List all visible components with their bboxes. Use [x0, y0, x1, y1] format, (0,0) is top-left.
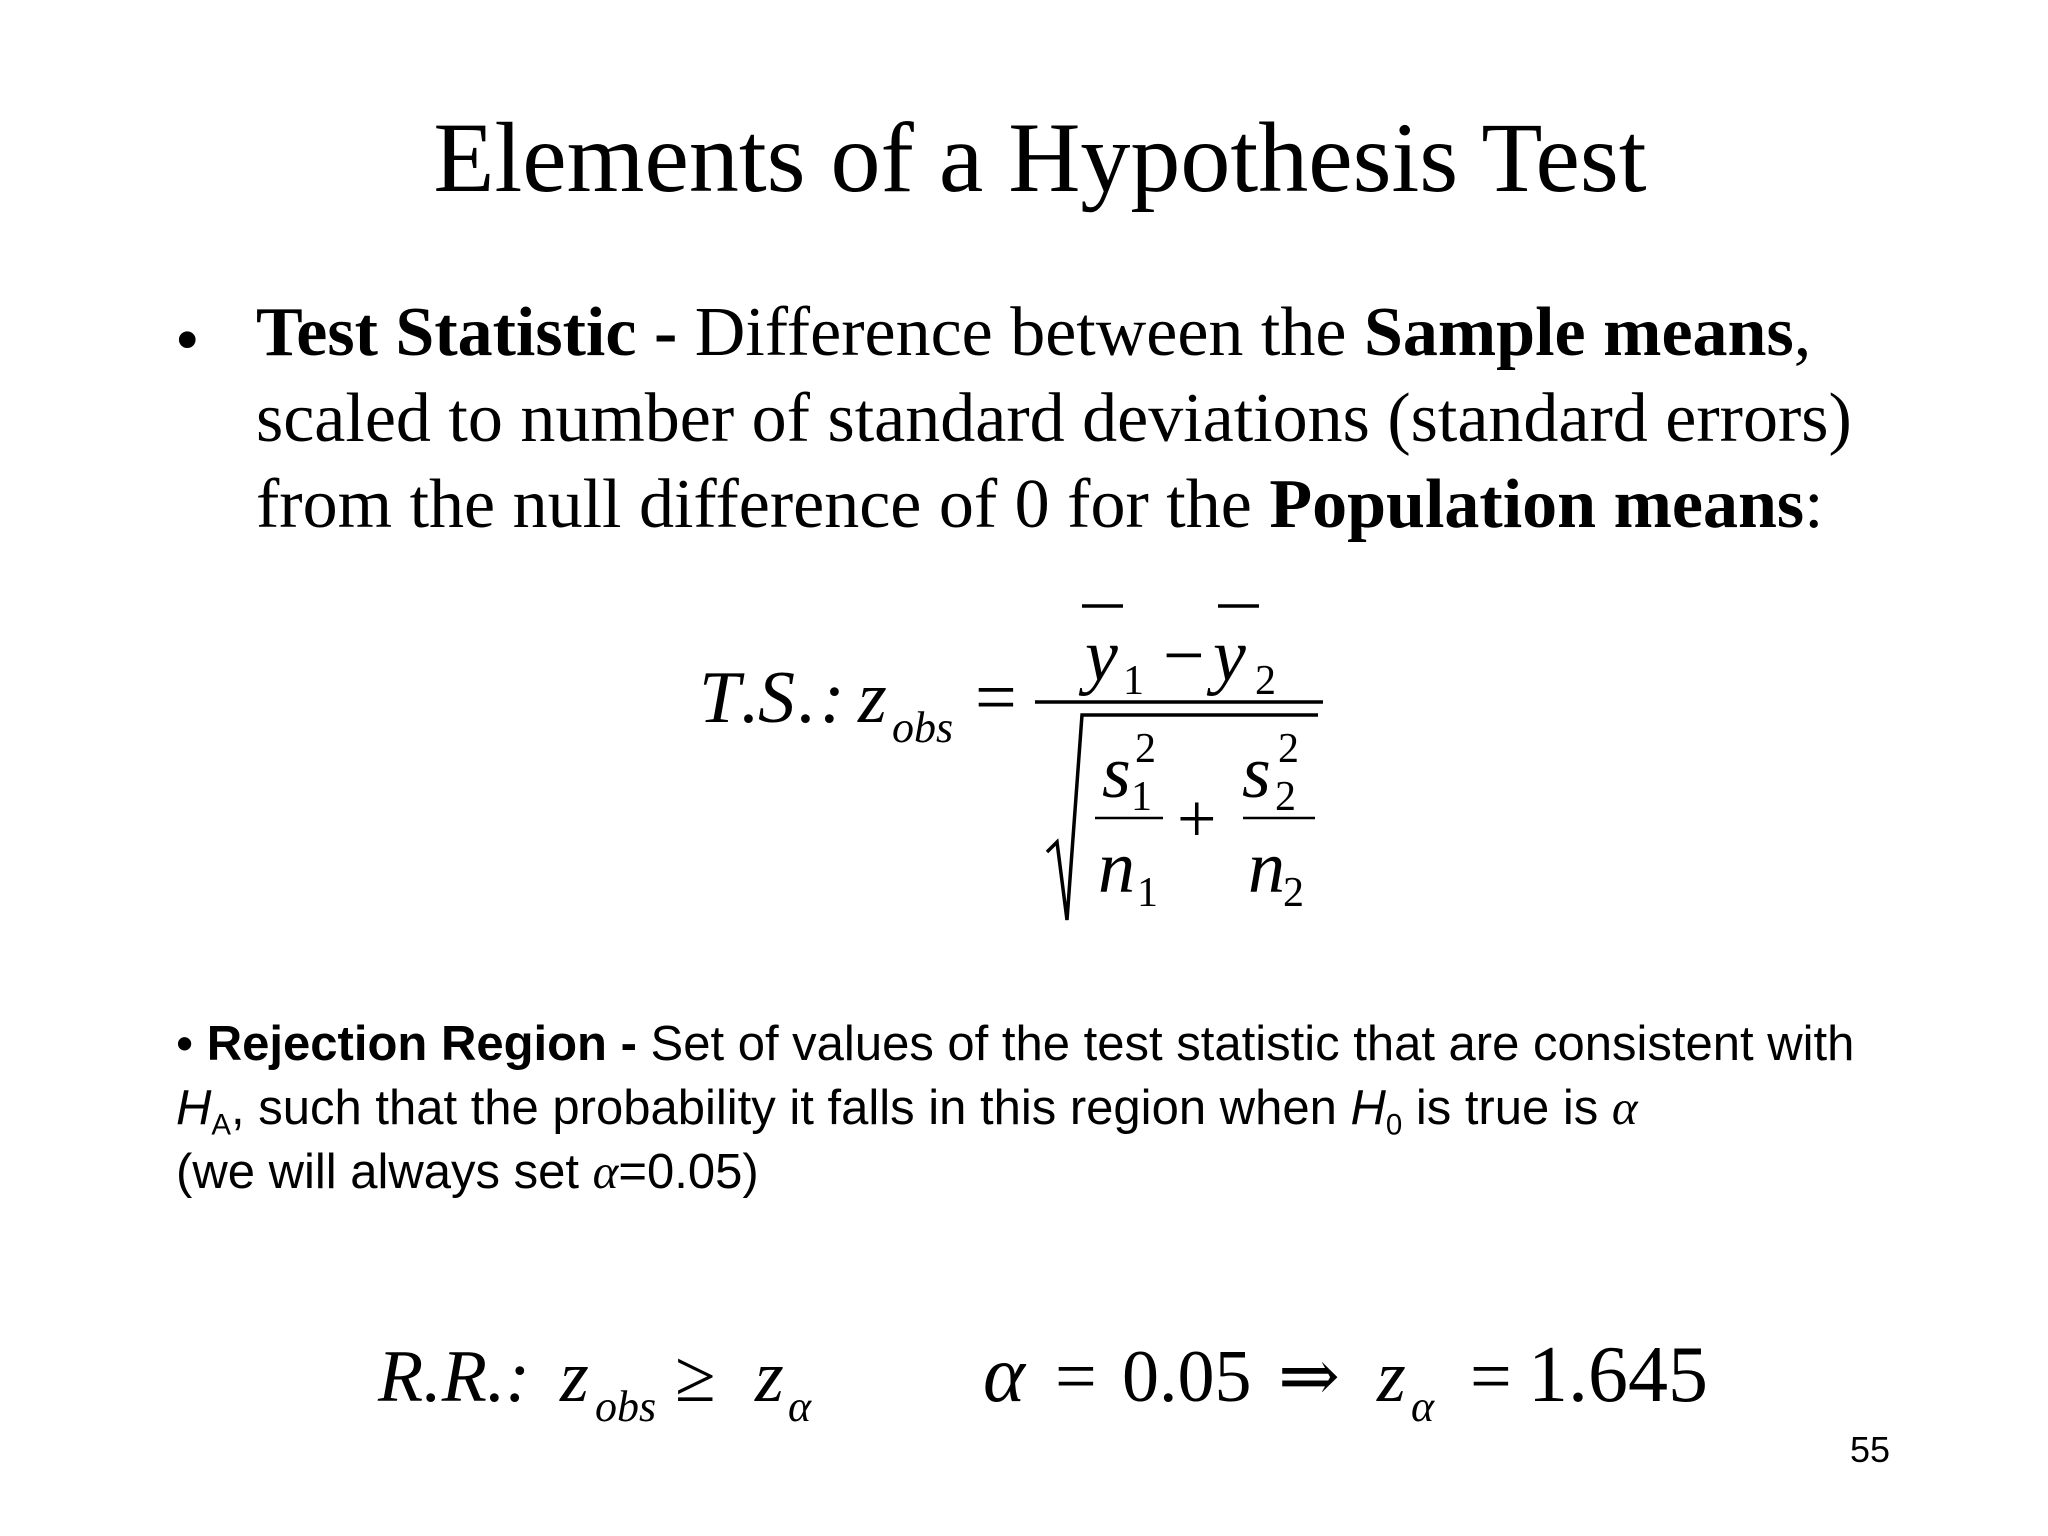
- formula-subscript: obs: [595, 1382, 657, 1431]
- rejection-region-paragraph: [176, 1012, 1876, 1204]
- page-number: 55: [1849, 1429, 1891, 1470]
- bullet-marker: •: [176, 1017, 194, 1071]
- test-statistic-text: , scaled to number of standard deviations (standard errors) from the null difference of 0 for the: [256, 294, 1852, 543]
- formula-symbol: z: [755, 1336, 784, 1418]
- formula-symbol: z: [1377, 1336, 1406, 1418]
- rejection-region-text: (we will always set: [176, 1145, 593, 1199]
- formula-operator: ⇒: [1278, 1336, 1341, 1418]
- test-statistic-paragraph: [256, 290, 1896, 548]
- test-statistic-formula: [690, 580, 1350, 940]
- formula-subscript: 1: [1137, 870, 1158, 916]
- formula-symbol: R.R.:: [378, 1336, 531, 1418]
- formula-symbol: :: [820, 657, 845, 739]
- population-means-term: Population means: [1269, 466, 1805, 543]
- formula-operator: −: [1163, 615, 1205, 697]
- formula-operator: =: [975, 657, 1017, 739]
- hypothesis-symbol: H: [1350, 1081, 1386, 1135]
- hypothesis-symbol: H: [176, 1081, 212, 1135]
- test-statistic-term: Test Statistic -: [256, 294, 678, 371]
- formula-symbol: α: [983, 1331, 1025, 1419]
- formula-subscript: 1: [1131, 774, 1152, 820]
- test-statistic-text: :: [1804, 466, 1824, 543]
- formula-symbol: n: [1098, 827, 1135, 909]
- formula-subscript: 2: [1275, 774, 1296, 820]
- formula-symbol: S: [758, 657, 795, 739]
- hypothesis-subscript: 0: [1385, 1108, 1403, 1142]
- formula-symbol: z: [560, 1336, 589, 1418]
- rejection-region-text: , such that the probability it falls in this region when: [231, 1081, 1351, 1135]
- test-statistic-text: Difference between the: [677, 294, 1364, 371]
- formula-value: 0.05: [1122, 1336, 1252, 1418]
- rejection-region-formula: [370, 1325, 1770, 1445]
- formula-operator: =: [1470, 1336, 1512, 1418]
- formula-symbol: y: [1085, 615, 1118, 697]
- rejection-region-text: =0.05): [618, 1145, 759, 1199]
- formula-symbol: .: [798, 657, 817, 739]
- sample-means-term: Sample means: [1363, 294, 1794, 371]
- formula-subscript: α: [788, 1382, 812, 1431]
- formula-symbol: z: [858, 657, 887, 739]
- rejection-region-text: is true is: [1402, 1081, 1612, 1135]
- formula-symbol: n: [1248, 827, 1285, 909]
- formula-subscript: α: [1411, 1382, 1435, 1431]
- formula-symbol: .: [741, 657, 760, 739]
- rejection-region-term: Rejection Region -: [206, 1017, 637, 1071]
- alpha-symbol: α: [1611, 1080, 1638, 1135]
- formula-value: 1.645: [1528, 1331, 1708, 1419]
- formula-operator: ≥: [675, 1336, 716, 1418]
- formula-symbol: T: [699, 657, 741, 739]
- alpha-symbol: α: [592, 1144, 619, 1199]
- formula-subscript: 1: [1123, 658, 1144, 704]
- bullet-marker: •: [175, 302, 200, 379]
- formula-symbol: y: [1213, 615, 1246, 697]
- rejection-region-text: Set of values of the test statistic that are consistent with: [636, 1017, 1855, 1071]
- formula-superscript: 2: [1278, 726, 1299, 772]
- formula-superscript: 2: [1135, 726, 1156, 772]
- formula-subscript: 2: [1283, 870, 1304, 916]
- formula-operator: +: [1177, 781, 1217, 858]
- formula-subscript: obs: [892, 703, 954, 752]
- formula-subscript: 2: [1255, 658, 1276, 704]
- slide-title: Elements of a Hypothesis Test: [433, 102, 1647, 213]
- hypothesis-subscript: A: [211, 1108, 231, 1142]
- formula-operator: =: [1055, 1336, 1097, 1418]
- formula-symbol: s: [1242, 732, 1271, 814]
- formula-symbol: s: [1102, 732, 1131, 814]
